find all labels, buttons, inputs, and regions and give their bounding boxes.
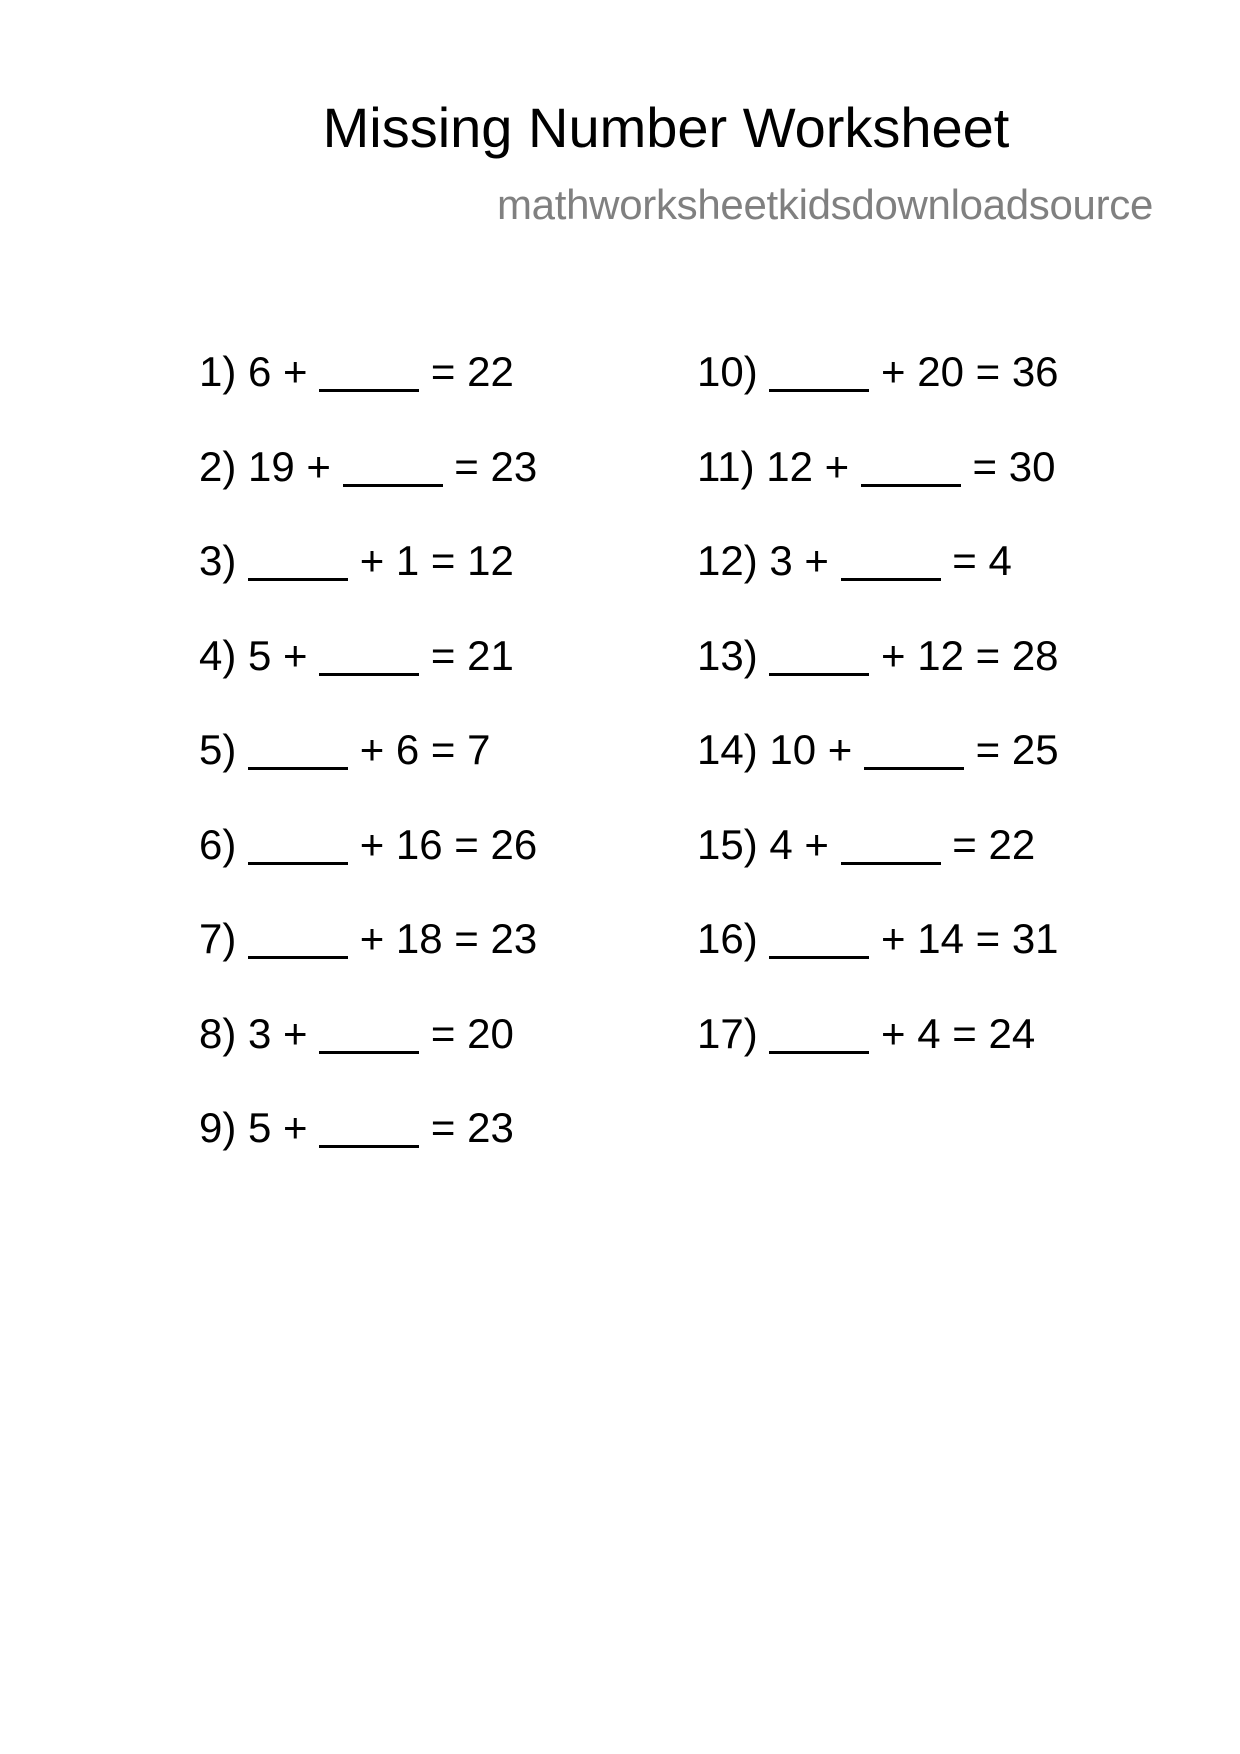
problem-number: 13) — [697, 631, 758, 679]
problem-lhs — [236, 821, 248, 868]
problem-number: 17) — [697, 1009, 758, 1057]
problem-rhs: = 20 — [419, 1009, 514, 1057]
problem-lhs: 5 + — [236, 1104, 320, 1151]
problem-lhs — [236, 537, 248, 584]
answer-blank[interactable] — [319, 1013, 419, 1054]
problem-number: 7) — [199, 915, 237, 962]
problem-3 — [199, 531, 537, 626]
problem-10 — [697, 342, 1059, 437]
problem-column-left — [199, 342, 537, 1193]
problem-rhs: + 20 = 36 — [869, 348, 1059, 395]
problem-rhs: + 18 = 23 — [348, 915, 538, 962]
worksheet-title: Missing Number Worksheet — [322, 96, 1010, 159]
problem-lhs: 5 + — [236, 631, 320, 679]
problem-lhs — [236, 915, 248, 962]
problem-number: 15) — [697, 820, 758, 868]
problem-rhs: = 25 — [963, 726, 1059, 773]
problem-2 — [199, 437, 537, 532]
problem-11 — [697, 437, 1059, 532]
problem-number: 14) — [697, 726, 758, 773]
answer-blank[interactable] — [319, 635, 419, 676]
problem-lhs: 19 + — [236, 442, 343, 490]
answer-blank[interactable] — [841, 824, 941, 865]
problem-13 — [697, 626, 1059, 721]
problem-number: 3) — [199, 537, 237, 584]
problem-lhs — [758, 915, 770, 962]
answer-blank[interactable] — [248, 824, 348, 865]
problem-1 — [199, 342, 537, 437]
problem-7 — [199, 909, 537, 1004]
problem-5 — [199, 720, 537, 815]
answer-blank[interactable] — [319, 351, 419, 392]
problem-17 — [697, 1004, 1059, 1099]
problem-9 — [199, 1098, 537, 1193]
problem-number: 8) — [199, 1009, 237, 1057]
problem-number: 12) — [697, 537, 758, 584]
problem-14 — [697, 720, 1059, 815]
answer-blank[interactable] — [864, 729, 964, 770]
problem-lhs — [236, 726, 248, 773]
answer-blank[interactable] — [248, 540, 348, 581]
problem-rhs: = 23 — [419, 1104, 514, 1151]
problem-rhs: = 22 — [940, 820, 1036, 868]
problem-number: 6) — [199, 820, 237, 868]
problem-rhs: + 16 = 26 — [348, 820, 538, 868]
worksheet-source: mathworksheetkidsdownloadsource — [497, 181, 1154, 228]
problem-16 — [697, 909, 1059, 1004]
problem-rhs: + 4 = 24 — [869, 1009, 1036, 1057]
answer-blank[interactable] — [769, 635, 869, 676]
problem-number: 2) — [199, 442, 237, 490]
problem-number: 1) — [199, 348, 237, 395]
problem-rhs: + 6 = 7 — [348, 726, 491, 773]
problem-lhs: 4 + — [757, 820, 841, 868]
problem-number: 16) — [697, 915, 758, 962]
problem-rhs: + 14 = 31 — [869, 915, 1059, 962]
problem-lhs — [758, 348, 770, 395]
problem-rhs: = 21 — [419, 631, 514, 679]
problem-number: 9) — [199, 1104, 237, 1151]
problem-number: 10) — [697, 348, 758, 395]
problem-number: 4) — [199, 631, 237, 679]
answer-blank[interactable] — [319, 1107, 419, 1148]
answer-blank[interactable] — [769, 1013, 869, 1054]
problem-number: 11) — [697, 442, 755, 490]
answer-blank[interactable] — [248, 918, 348, 959]
problem-lhs: 3 + — [757, 537, 841, 584]
problem-rhs: = 23 — [442, 442, 538, 490]
answer-blank[interactable] — [841, 540, 941, 581]
problem-6 — [199, 815, 537, 910]
problem-lhs: 12 + — [754, 442, 861, 490]
problem-lhs — [758, 632, 770, 679]
answer-blank[interactable] — [343, 446, 443, 487]
problem-rhs: = 4 — [940, 537, 1012, 584]
problem-number: 5) — [199, 726, 237, 773]
problem-15 — [697, 815, 1059, 910]
answer-blank[interactable] — [248, 729, 348, 770]
problem-rhs: + 1 = 12 — [348, 537, 514, 584]
problem-rhs: = 22 — [419, 348, 514, 395]
problem-column-right — [697, 342, 1059, 1098]
answer-blank[interactable] — [861, 446, 961, 487]
problem-lhs: 10 + — [757, 726, 864, 773]
answer-blank[interactable] — [769, 351, 869, 392]
problem-lhs — [758, 1010, 770, 1057]
problem-lhs: 3 + — [236, 1009, 320, 1057]
problem-12 — [697, 531, 1059, 626]
problem-lhs: 6 + — [236, 348, 320, 395]
answer-blank[interactable] — [769, 918, 869, 959]
problem-rhs: = 30 — [960, 442, 1056, 490]
problem-8 — [199, 1004, 537, 1099]
problem-rhs: + 12 = 28 — [869, 631, 1059, 679]
problem-4 — [199, 626, 537, 721]
